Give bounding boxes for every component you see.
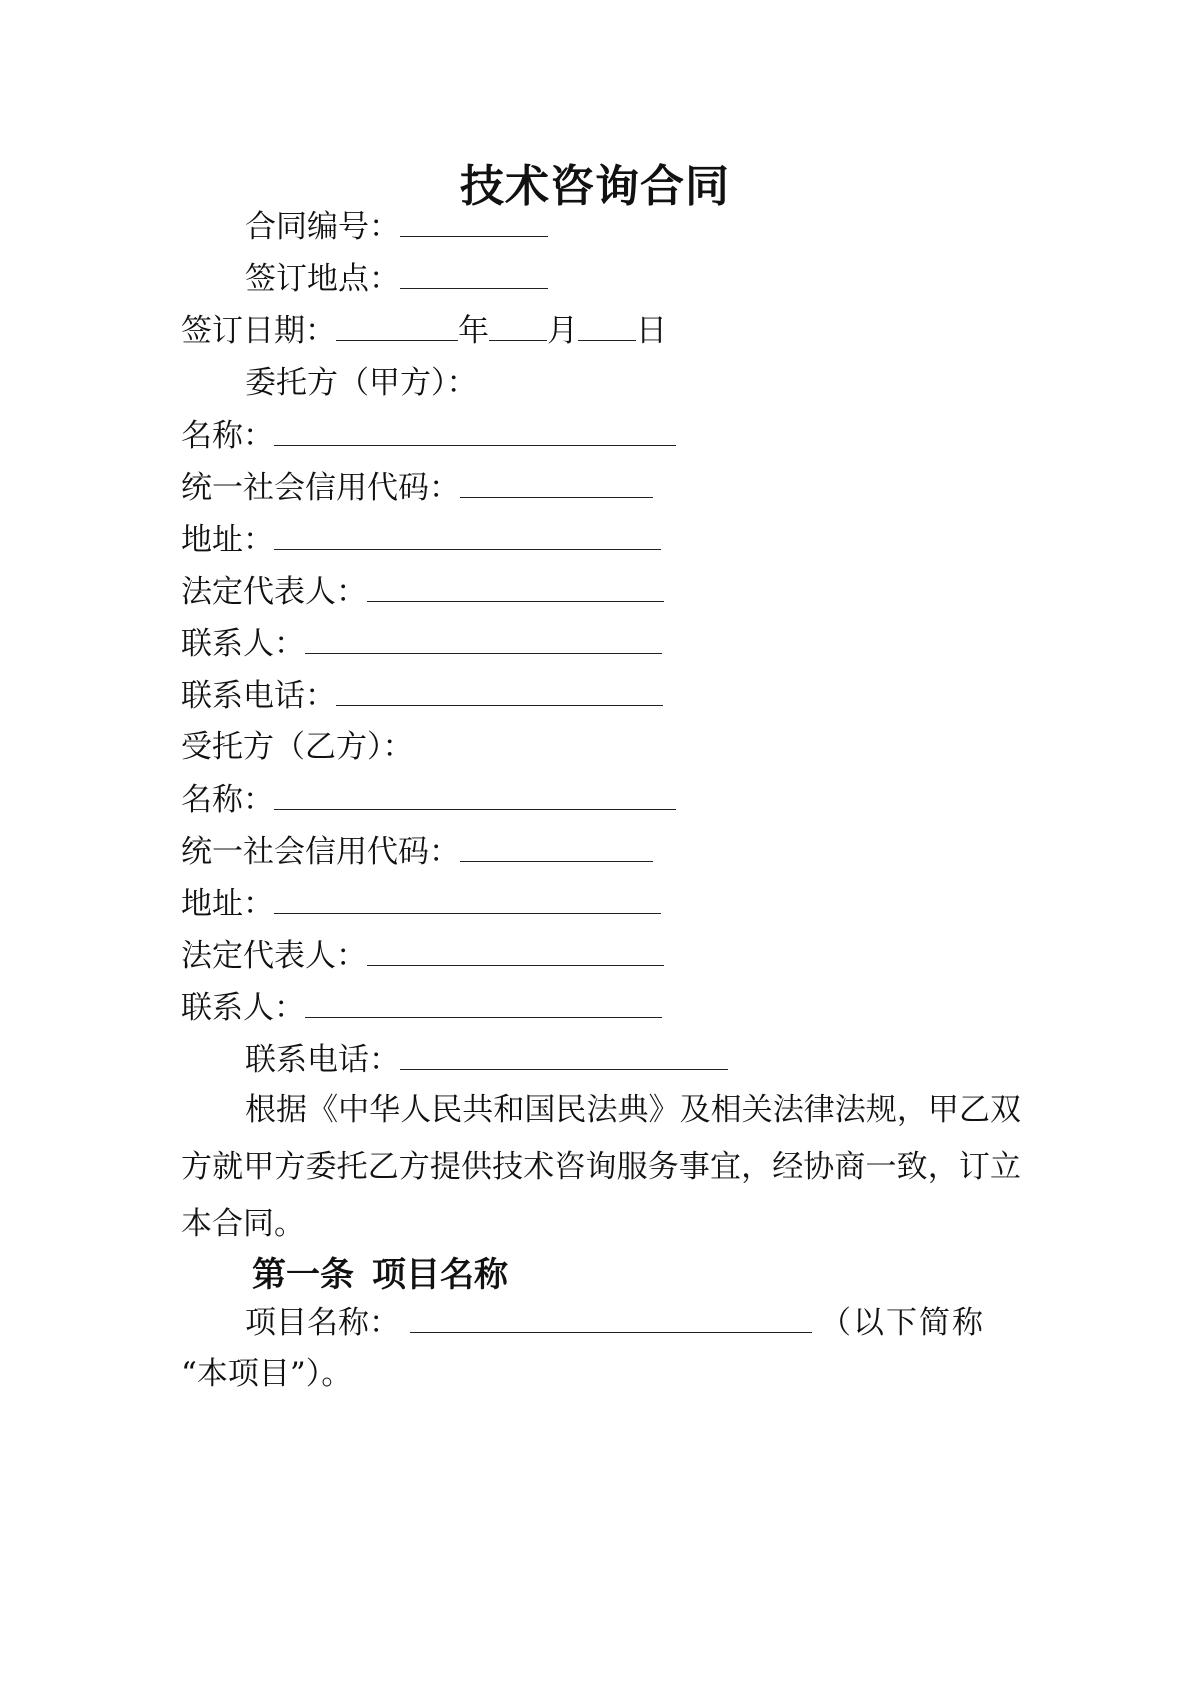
- day-label: 日: [636, 313, 667, 349]
- document-title: 技术咨询合同: [460, 161, 730, 212]
- sign-place-row: [245, 258, 548, 299]
- party-b-legal-rep-row: [181, 935, 664, 976]
- sign-month-blank[interactable]: [489, 310, 547, 341]
- party-b-contact-label: 联系人：: [181, 990, 305, 1026]
- party-a-credit-code-blank[interactable]: [460, 467, 653, 498]
- party-b-phone-blank[interactable]: [400, 1039, 728, 1070]
- party-a-phone-row: [181, 675, 663, 716]
- party-a-legal-rep-row: [181, 571, 664, 612]
- party-a-phone-blank[interactable]: [336, 675, 663, 706]
- project-name-blank[interactable]: [410, 1302, 812, 1333]
- contract-number-row: [245, 206, 548, 247]
- year-label: 年: [458, 313, 489, 349]
- sign-place-label: 签订地点：: [245, 261, 400, 297]
- party-b-contact-blank[interactable]: [305, 987, 662, 1018]
- party-b-address-row: [181, 883, 661, 924]
- party-b-credit-code-blank[interactable]: [460, 831, 653, 862]
- party-b-address-label: 地址：: [181, 886, 274, 922]
- party-a-address-row: [181, 519, 661, 560]
- party-b-phone-label: 联系电话：: [245, 1042, 400, 1078]
- article-1-title: 项目名称: [372, 1255, 508, 1295]
- party-a-credit-code-row: [181, 467, 653, 508]
- sign-day-blank[interactable]: [578, 310, 636, 341]
- contract-number-label: 合同编号：: [245, 209, 400, 245]
- article-1-heading: [252, 1247, 508, 1296]
- party-a-legal-rep-blank[interactable]: [367, 571, 664, 602]
- party-a-phone-label: 联系电话：: [181, 678, 336, 714]
- party-b-name-row: [181, 779, 676, 820]
- party-a-heading: 委托方（甲方）：: [245, 365, 478, 401]
- party-a-name-blank[interactable]: [274, 415, 676, 446]
- party-a-credit-code-label: 统一社会信用代码：: [181, 470, 460, 506]
- sign-date-label: 签订日期：: [181, 313, 336, 349]
- party-b-name-blank[interactable]: [274, 779, 676, 810]
- month-label: 月: [547, 313, 578, 349]
- party-b-phone-row: [245, 1039, 728, 1080]
- party-a-contact-label: 联系人：: [181, 626, 305, 662]
- article-1-number: 第一条: [252, 1255, 354, 1295]
- project-name-label: 项目名称：: [245, 1305, 400, 1341]
- party-b-legal-rep-label: 法定代表人：: [181, 938, 367, 974]
- party-b-legal-rep-blank[interactable]: [367, 935, 664, 966]
- project-alias-text: （以下简称: [820, 1305, 985, 1341]
- party-b-credit-code-label: 统一社会信用代码：: [181, 834, 460, 870]
- party-a-address-label: 地址：: [181, 522, 274, 558]
- contract-number-blank[interactable]: [400, 206, 548, 237]
- party-a-contact-blank[interactable]: [305, 623, 662, 654]
- party-a-contact-row: [181, 623, 662, 664]
- sign-year-blank[interactable]: [336, 310, 458, 341]
- party-b-credit-code-row: [181, 831, 653, 872]
- sign-place-blank[interactable]: [400, 258, 548, 289]
- party-a-name-row: [181, 415, 676, 456]
- party-b-name-label: 名称：: [181, 782, 274, 818]
- party-a-legal-rep-label: 法定代表人：: [181, 574, 367, 610]
- sign-date-row: [181, 310, 667, 351]
- party-b-address-blank[interactable]: [274, 883, 661, 914]
- project-alias-row: “本项目”）。: [181, 1356, 353, 1392]
- party-b-heading: 受托方（乙方）：: [181, 729, 414, 765]
- party-a-address-blank[interactable]: [274, 519, 661, 550]
- project-name-row: [245, 1302, 985, 1343]
- preamble-paragraph: 根据《中华人民共和国民法典》及相关法律法规，甲乙双方就甲方委托乙方提供技术咨询服务事宜，经协商一致，订立本合同。: [181, 1092, 1021, 1242]
- party-b-contact-row: [181, 987, 662, 1028]
- party-a-name-label: 名称：: [181, 418, 274, 454]
